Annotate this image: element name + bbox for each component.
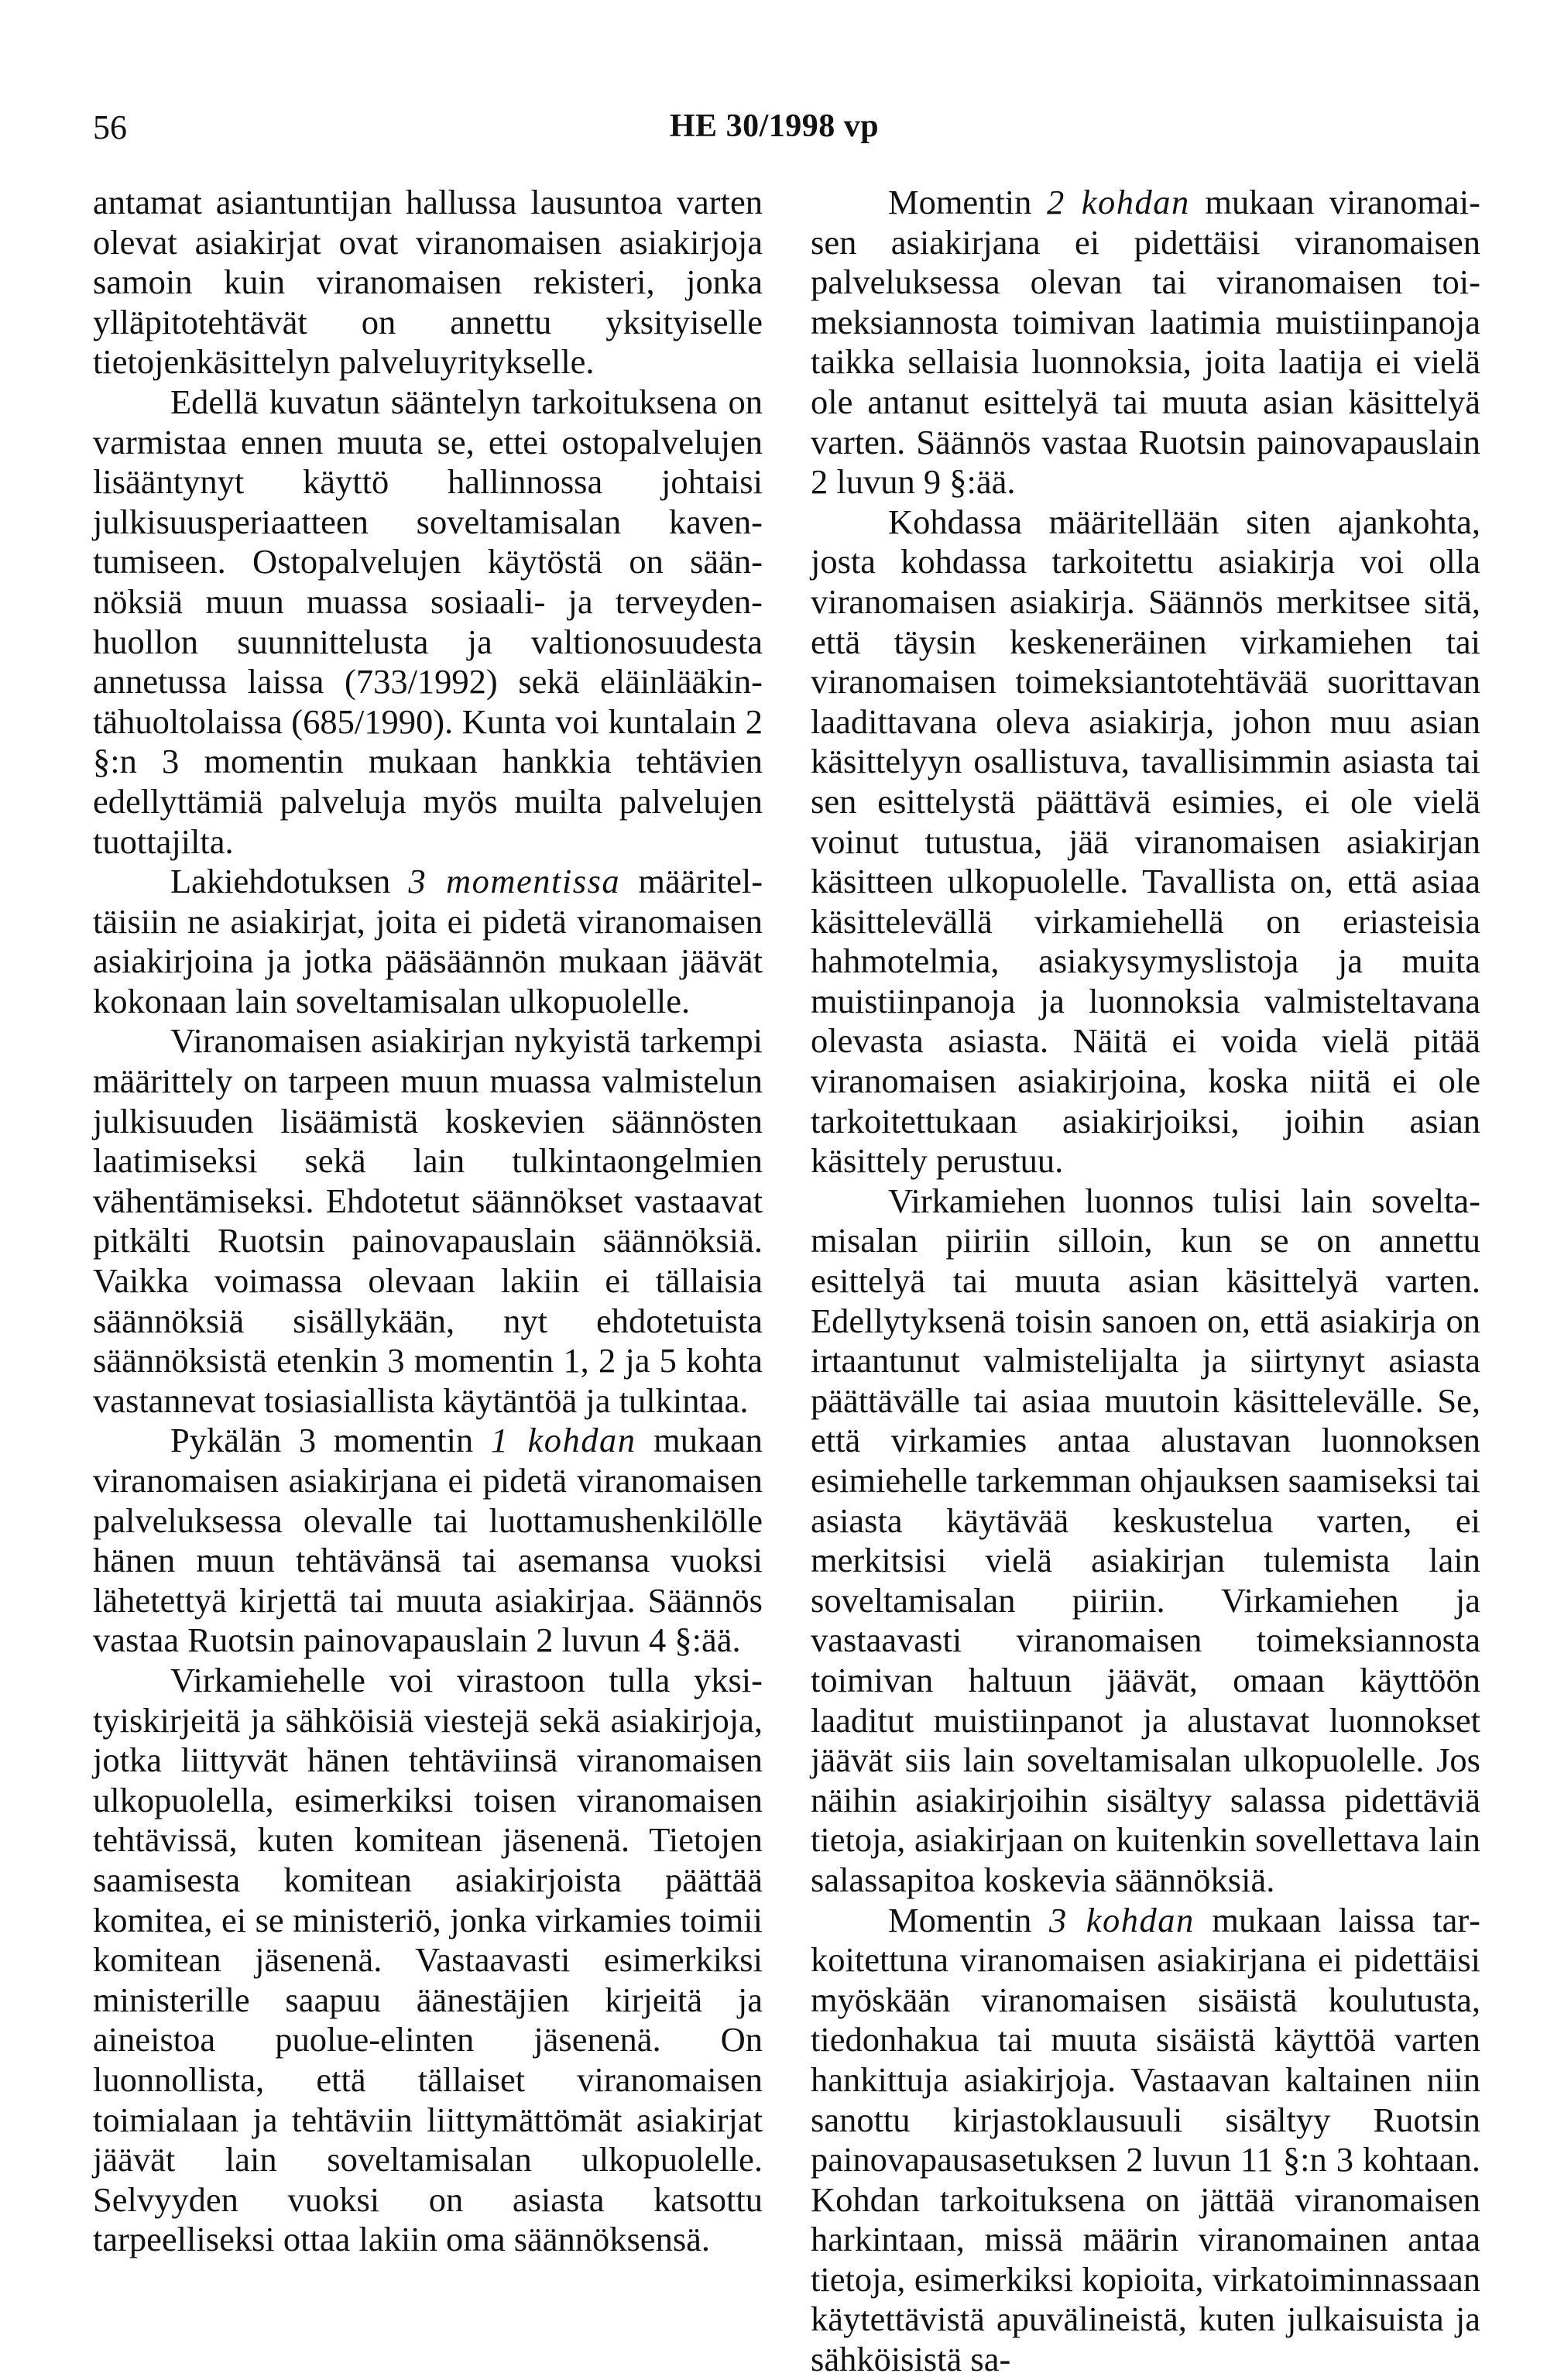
- paragraph-text: Momentin: [888, 183, 1047, 221]
- paragraph-text: Virkamiehen luonnos tulisi lain soveltamisalan piiriin silloin, kun se on annettu esittelyä tai muuta asian käsittelyä varten. Edellytyksenä toisin sanoen on, että asiakirja on irtaantunut valmistelijalta ja siirtynyt asiasta päättävälle tai asiaa muutoin käsittelevälle. Se, että virkamies antaa alustavan luonnoksen esimiehelle tarkemman ohjauksen saamiseksi tai asiasta käytävää keskustelua varten, ei merkitsisi vielä asiakirjan tulemista lain soveltamisalan piiriin. Virkamiehen ja vastaavasti viranomaisen toimeksiannosta toimivan haltuun jäävät, omaan käyttöön laaditut muistiinpanot ja alustavat luonnokset jäävät siis lain soveltamisalan ulkopuolelle. Jos näihin asiakirjoihin sisältyy salassa pidettäviä tietoja, asiakirjaan on kuitenkin sovellettava lain salassapitoa koskevia säännöksiä.: [811, 1181, 1481, 1899]
- paragraph-text: Edellä kuvatun sääntelyn tarkoituksena on varmistaa ennen muuta se, ettei ostopalvelujen lisääntynyt käyttö hallinnossa johtaisi julkisuusperiaatteen soveltamisalan kaventumiseen. Ostopalvelujen käytöstä on säännöksiä muun muassa sosiaali- ja terveydenhuollon suunnittelusta ja valtionosuudesta annetussa laissa (733/1992) sekä eläinlääkintähuoltolaissa (685/1990). Kunta voi kuntalain 2 §:n 3 momentin mukaan hankkia tehtävien edellyttämiä palveluja myös muilta palvelujen tuottajilta.: [93, 382, 763, 861]
- italic-reference: 2 kohdan: [1046, 183, 1190, 221]
- paragraph-text: määriteltäisiin ne asiakirjat, joita ei pidetä viranomaisen asiakirjoina ja jotka pääsäännön mukaan jäävät kokonaan lain soveltamisalan ulkopuolelle.: [93, 862, 763, 1020]
- body-paragraph: [811, 1181, 1480, 1901]
- body-paragraph: [93, 183, 763, 382]
- paragraph-text: mukaan viranomaisen asiakirjana ei pidetä viranomaisen palveluksessa olevalle tai luottamushenkilölle hänen muun tehtävänsä tai asemansa vuoksi lähetettyä kirjettä tai muuta asiakirjaa. Säännös vastaa Ruotsin painovapauslain 2 luvun 4 §:ää.: [93, 1421, 763, 1660]
- italic-reference: 1 kohdan: [490, 1421, 636, 1460]
- body-paragraph: [93, 1661, 763, 2260]
- paragraph-text: Kohdassa määritellään siten ajankohta, josta kohdassa tarkoitettu asiakirja voi olla viranomaisen asiakirja. Säännös merkitsee sitä, että täysin keskeneräinen virkamiehen tai viranomaisen toimeksiantotehtävää suorittavan laadittavana oleva asiakirja, johon muu asian käsittelyyn osallistuva, tavallisimmin asiasta tai sen esittelystä päättävä esimies, ei ole vielä voinut tutustua, jää viranomaisen asiakirjan käsitteen ulkopuolelle. Tavallista on, että asiaa käsittelevällä virkamiehellä on eriasteisia hahmotelmia, asiakysymyslistoja ja muita muistiinpanoja ja luonnoksia valmisteltavana olevasta asiasta. Näitä ei voida vielä pitää viranomaisen asiakirjoina, koska niitä ei ole tarkoitettukaan asiakirjoiksi, joihin asian käsittely perustuu.: [811, 502, 1480, 1181]
- paragraph-text: Lakiehdotuksen: [170, 862, 409, 901]
- paragraph-text: mukaan laissa tarkoitettuna viranomaisen asiakirjana ei pidettäisi myöskään viranomaisen sisäistä koulutusta, tiedonhakua tai muuta sisäistä käyttöä varten hankittuja asiakirjoja. Vastaavan kaltainen niin sanottu kirjastoklausuuli sisältyy Ruotsin painovapausasetuksen 2 luvun 11 §:n 3 kohtaan. Kohdan tarkoituksena on jättää viranomaisen harkintaan, missä määrin viranomainen antaa tietoja, esimerkiksi kopioita, virkatoiminnassaan käytettävistä apuvälineistä, kuten julkaisuista ja sähköisistä sa-: [811, 1900, 1480, 2379]
- right-text-column: [811, 183, 1481, 2379]
- paragraph-text: antamat asiantuntijan hallussa lausuntoa varten olevat asiakirjat ovat viranomaisen asiakirjoja samoin kuin viranomaisen rekisteri, jonka ylläpitotehtävät on annettu yksityiselle tietojenkäsittelyn palveluyritykselle.: [93, 183, 763, 382]
- body-paragraph: [93, 1421, 763, 1661]
- body-paragraph: [811, 502, 1480, 1181]
- page-number: 56: [93, 108, 127, 146]
- body-paragraph: [93, 1021, 763, 1421]
- paragraph-text: Momentin: [888, 1900, 1049, 1939]
- body-paragraph: [811, 1901, 1480, 2380]
- body-paragraph: [93, 862, 763, 1021]
- paragraph-text: Pykälän 3 momentin: [170, 1421, 491, 1460]
- body-paragraph: [811, 183, 1480, 502]
- body-paragraph: [93, 382, 763, 862]
- italic-reference: 3 kohdan: [1048, 1900, 1195, 1939]
- running-head: HE 30/1998 vp: [669, 108, 880, 144]
- left-text-column: [93, 183, 763, 2259]
- paragraph-text: Virkamiehelle voi virastoon tulla yksityiskirjeitä ja sähköisiä viestejä sekä asiakirjoja, jotka liittyvät hänen tehtäviinsä viranomaisen ulkopuolella, esimerkiksi toisen viranomaisen tehtävissä, kuten komitean jäsenenä. Tietojen saamisesta komitean asiakirjoista päättää komitea, ei se ministeriö, jonka virkamies toimii komitean jäsenenä. Vastaavasti esimerkiksi ministerille saapuu äänestäjien kirjeitä ja aineistoa puolue-elinten jäsenenä. On luonnollista, että tällaiset viranomaisen toimialaan ja tehtäviin liittymättömät asiakirjat jäävät lain soveltamisalan ulkopuolelle. Selvyyden vuoksi on asiasta katsottu tarpeelliseksi ottaa lakiin oma säännöksensä.: [93, 1660, 763, 2259]
- paragraph-text: Viranomaisen asiakirjan nykyistä tarkempi määrittely on tarpeen muun muassa valmistelun julkisuuden lisäämistä koskevien säännösten laatimiseksi sekä lain tulkintaongelmien vähentämiseksi. Ehdotetut säännökset vastaavat pitkälti Ruotsin painovapauslain säännöksiä. Vaikka voimassa olevaan lakiin ei tällaisia säännöksiä sisällykään, nyt ehdotetuista säännöksistä etenkin 3 momentin 1, 2 ja 5 kohta vastannevat tosiasiallista käytäntöä ja tulkintaa.: [93, 1021, 763, 1420]
- italic-reference: 3 momentissa: [408, 862, 621, 901]
- paragraph-text: mukaan viranomaisen asiakirjana ei pidettäisi viranomaisen palveluksessa olevan tai viranomaisen toimeksiannosta toimivan laatimia muistiinpanoja taikka sellaisia luonnoksia, joita laatija ei vielä ole antanut esittelyä tai muuta asian käsittelyä varten. Säännös vastaa Ruotsin painovapauslain 2 luvun 9 §:ää.: [811, 183, 1480, 502]
